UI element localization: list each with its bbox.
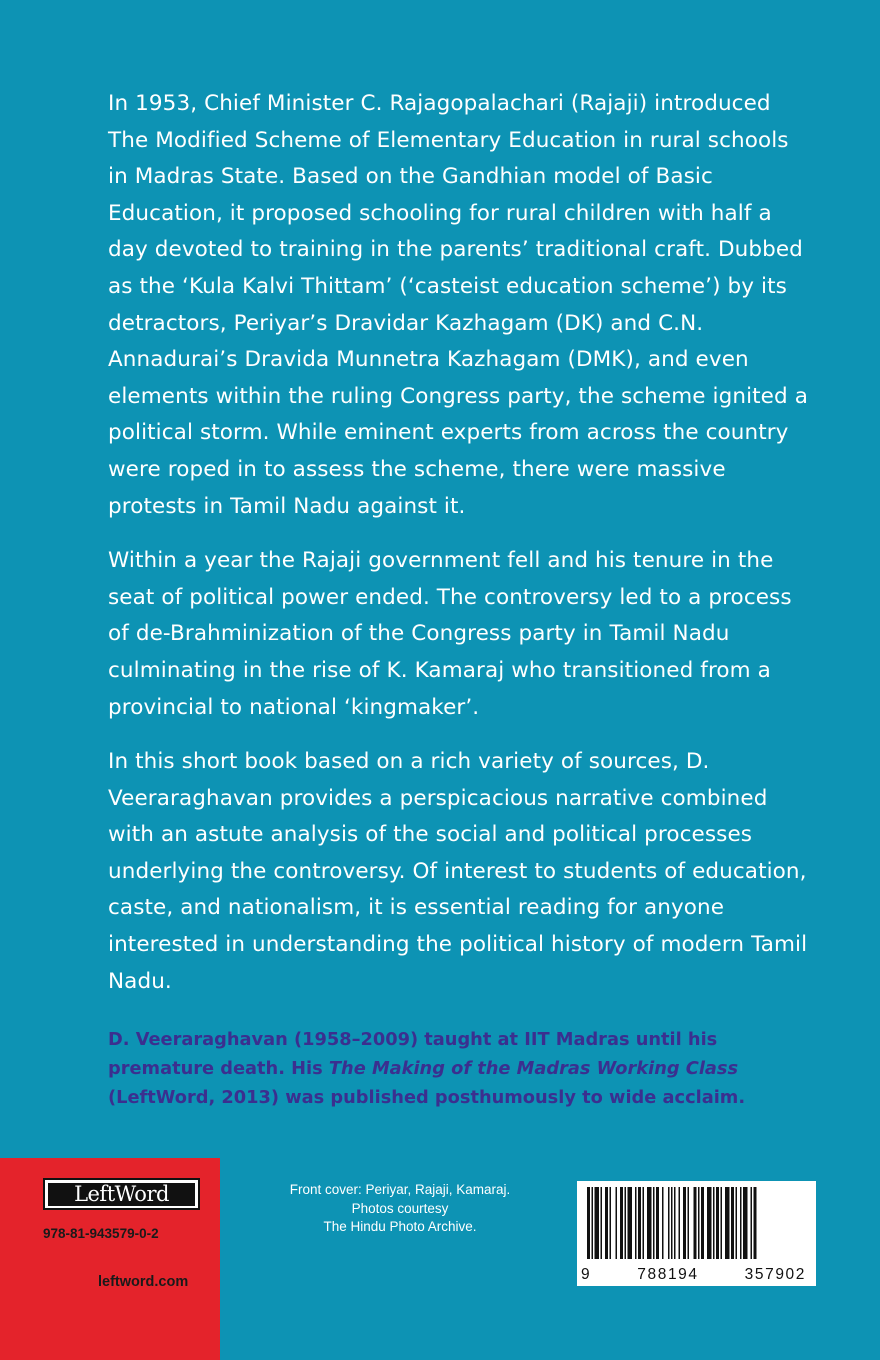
blurb-paragraph-2: Within a year the Rajaji government fell and his tenure in the seat of political power ended. The controversy led to a process of de-Brahminization of the Congress party in Tamil Nadu culminating in the rise of K. Kamaraj who transitioned from a provincial to national ‘kingmaker’. [108, 548, 792, 720]
bio-text-start: D. Veeraraghavan (1958–2009) taught at IIT Madras until his premature death. His [108, 1029, 718, 1079]
barcode-bar [671, 1187, 673, 1259]
barcode-left-digits: 788194 [637, 1266, 699, 1283]
barcode-bar [751, 1187, 753, 1259]
barcode-bar [731, 1187, 734, 1259]
barcode-bar [743, 1187, 748, 1259]
barcode-bar [620, 1187, 623, 1259]
barcode-bar [721, 1187, 723, 1259]
credit-line-1: Front cover: Periyar, Rajaji, Kamaraj. [289, 1182, 511, 1197]
barcode-bar [616, 1187, 618, 1259]
leftword-logo [43, 1178, 200, 1210]
bio-book-title: The Making of the Madras Working Class [328, 1058, 739, 1079]
barcode-bar [587, 1187, 590, 1259]
barcode-bar [595, 1187, 600, 1259]
barcode-bar [647, 1187, 652, 1259]
barcode-bar [716, 1187, 719, 1259]
barcode-bar [701, 1187, 704, 1259]
photo-credit [255, 1181, 545, 1237]
isbn-barcode [577, 1181, 816, 1286]
blurb-paragraph-3: In this short book based on a rich variety of sources, D. Veeraraghavan provides a perspicacious narrative combined with an astute analysis of the social and political processes underlying the controversy. Of interest to students of education, caste, and nationalism, it is essential reading for anyone interested in understanding the political history of modern Tamil Nadu. [108, 749, 808, 994]
barcode-bar [736, 1187, 738, 1259]
barcode-bar [628, 1187, 633, 1259]
blurb-text [108, 86, 808, 1018]
blurb-paragraph-1: In 1953, Chief Minister C. Rajagopalachari (Rajaji) introduced The Modified Scheme of Elementary Education in rural schools in Madras State. Based on the Gandhian model of Basic Education, it proposed schooling for rural children with half a day devoted to training in the parents’ traditional craft. Dubbed as the ‘Kula Kalvi Thittam’ (‘casteist education scheme’) by its detractors, Periyar’s Dravidar Kazhagam (DK) and C.N. Annadurai’s Dravida Munnetra Kazhagam (DMK), and even elements within the ruling Congress party, the scheme ignited a political storm. While eminent experts from across the country were roped in to assess the scheme, there were massive protests in Tamil Nadu against it. [108, 91, 808, 519]
barcode-bar [610, 1187, 612, 1259]
barcode-bar [698, 1187, 700, 1259]
bio-text-end: (LeftWord, 2013) was published posthumously to wide acclaim. [108, 1087, 746, 1108]
barcode-bar [754, 1187, 757, 1259]
barcode-bar [688, 1187, 690, 1259]
barcode-lead-digit: 9 [581, 1266, 592, 1283]
publisher-imprint-panel [0, 1158, 220, 1360]
barcode-bar [683, 1187, 686, 1259]
barcode-bar [668, 1187, 670, 1259]
credit-line-2: Photos courtesy [351, 1200, 449, 1216]
publisher-website: leftword.com [98, 1274, 189, 1290]
barcode-bar [592, 1187, 594, 1259]
barcode-bars [585, 1187, 808, 1259]
barcode-bar [601, 1187, 603, 1259]
author-bio [108, 1025, 768, 1112]
barcode-bar [638, 1187, 641, 1259]
isbn-number: 978-81-943579-0-2 [43, 1226, 159, 1241]
barcode-bar [605, 1187, 608, 1259]
barcode-bar [694, 1187, 697, 1259]
barcode-bar [662, 1187, 664, 1259]
credit-line-3: The Hindu Photo Archive. [323, 1219, 477, 1234]
barcode-bar [643, 1187, 645, 1259]
barcode-bar [713, 1187, 715, 1259]
barcode-bar [635, 1187, 637, 1259]
barcode-bar [674, 1187, 676, 1259]
barcode-bar [740, 1187, 742, 1259]
barcode-digits [577, 1266, 816, 1284]
barcode-right-digits: 357902 [744, 1266, 806, 1283]
barcode-bar [707, 1187, 712, 1259]
barcode-bar [679, 1187, 681, 1259]
barcode-bar [725, 1187, 730, 1259]
logo-text: LeftWord [48, 1183, 195, 1206]
barcode-bar [625, 1187, 627, 1259]
barcode-bar [653, 1187, 655, 1259]
barcode-bar [656, 1187, 659, 1259]
